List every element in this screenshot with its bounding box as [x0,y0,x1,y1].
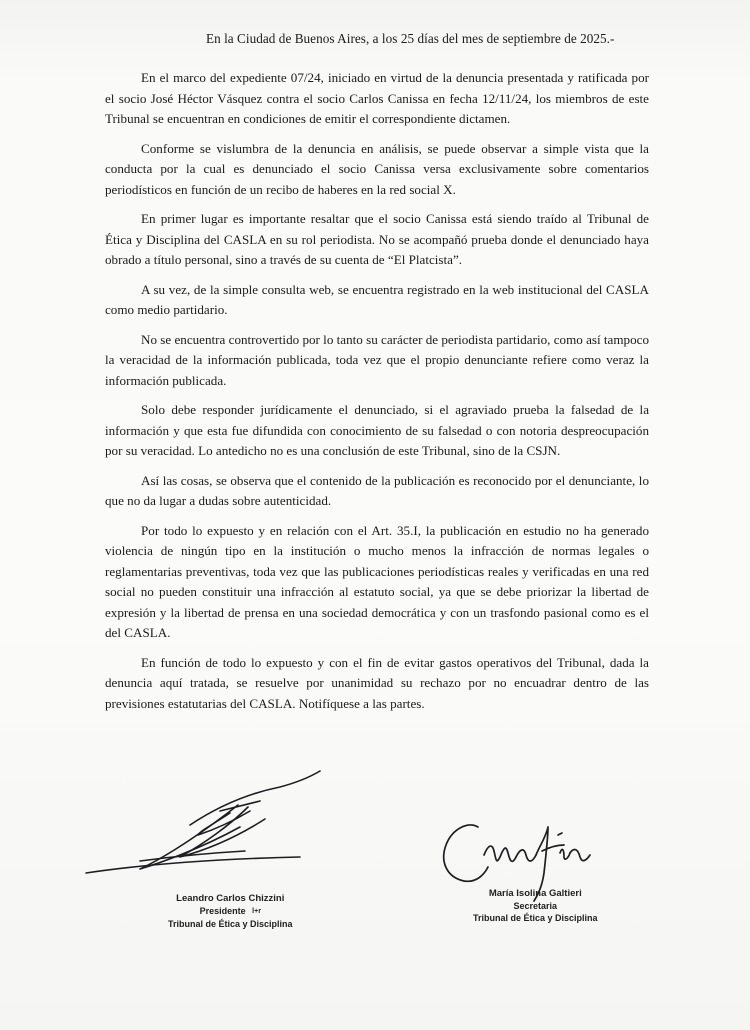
paragraph-4: A su vez, de la simple consulta web, se encuentra registrado en la web institucional del CASLA como medio partidario. [105,281,649,317]
signer-body-right: Tribunal de Ética y Disciplina [473,913,598,923]
signer-role-left-row [168,905,293,918]
paragraph-1: En el marco del expediente 07/24, iniciado en virtud de la denuncia presentada y ratificada por el socio José Héctor Vásquez contra el socio Carlos Canissa en fecha 12/11/24, los miembros de este Tribunal se encuentran en condiciones de emitir el correspondiente dictamen. [105,70,649,126]
signature-left-scribble-icon [80,765,340,895]
paragraph-3: En primer lugar es importante resaltar que el socio Canissa está siendo traído al Tribunal de Ética y Disciplina del CASLA en su rol periodista. No se acompañó prueba donde el denunciado haya obrado a título personal, sino a través de su cuenta de “El Platcista”. [105,211,649,267]
signature-left-caption [168,893,293,930]
signer-role-left: Presidente [199,906,246,916]
date-line: En la Ciudad de Buenos Aires, a los 25 días del mes de septiembre de 2025.- [206,31,615,46]
paragraph-5: No se encuentra controvertido por lo tanto su carácter de periodista partidario, como así tampoco la veracidad de la información publicada, toda vez que el propio denunciante refiere como veraz la información publicada. [105,331,649,388]
signer-body-left: Tribunal de Ética y Disciplina [168,918,293,929]
paragraph-8: Por todo lo expuesto y en relación con el Art. 35.I, la publicación en estudio no ha generado violencia de ningún tipo en la institución o mucho menos la infracción de normas legales o reglamentarias preventivas, toda vez que las publicaciones periodísticas reales y verificadas en una red social no pueden constituir una infracción al estatuto social, ya que se debe priorizar la libertad de expresión y la libertad de prensa en una sociedad democrática y con un trasfondo pasional como es el del CASLA. [105,522,649,640]
paragraph-2: Conforme se vislumbra de la denuncia en análisis, se puede observar a simple vista que la conducta por la cual es denunciado el socio Canissa versa exclusivamente sobre comentarios periodísticos en función de un recibo de haberes en la red social X. [105,140,649,197]
signer-name-right: María Isolina Galtieri [488,888,582,899]
paragraph-7: Así las cosas, se observa que el contenido de la publicación es reconocido por el denunciante, lo que no da lugar a dudas sobre autenticidad. [105,472,649,508]
signature-right-caption [473,888,598,924]
paragraph-9: En función de todo lo expuesto y con el fin de evitar gastos operativos del Tribunal, dada la denuncia aquí tratada, se resuelve por unanimidad su rechazo por no encuadrar dentro de las previsiones estatutarias del CASLA. Notifíquese a las partes. [105,654,649,711]
document-body [105,68,649,723]
paragraph-6: Solo debe responder jurídicamente el denunciado, si el agraviado prueba la falsedad de la información y que esta fue difundida con conocimiento de su falsedad o con notoria despreocupación por su veracidad. Lo antedicho no es una conclusión de este Tribunal, sino de la CSJN. [105,402,649,458]
signer-initials-left: l+r [252,907,261,915]
signer-role-right: Secretaria [513,901,558,911]
signer-name-left: Leandro Carlos Chizzini [176,893,285,904]
